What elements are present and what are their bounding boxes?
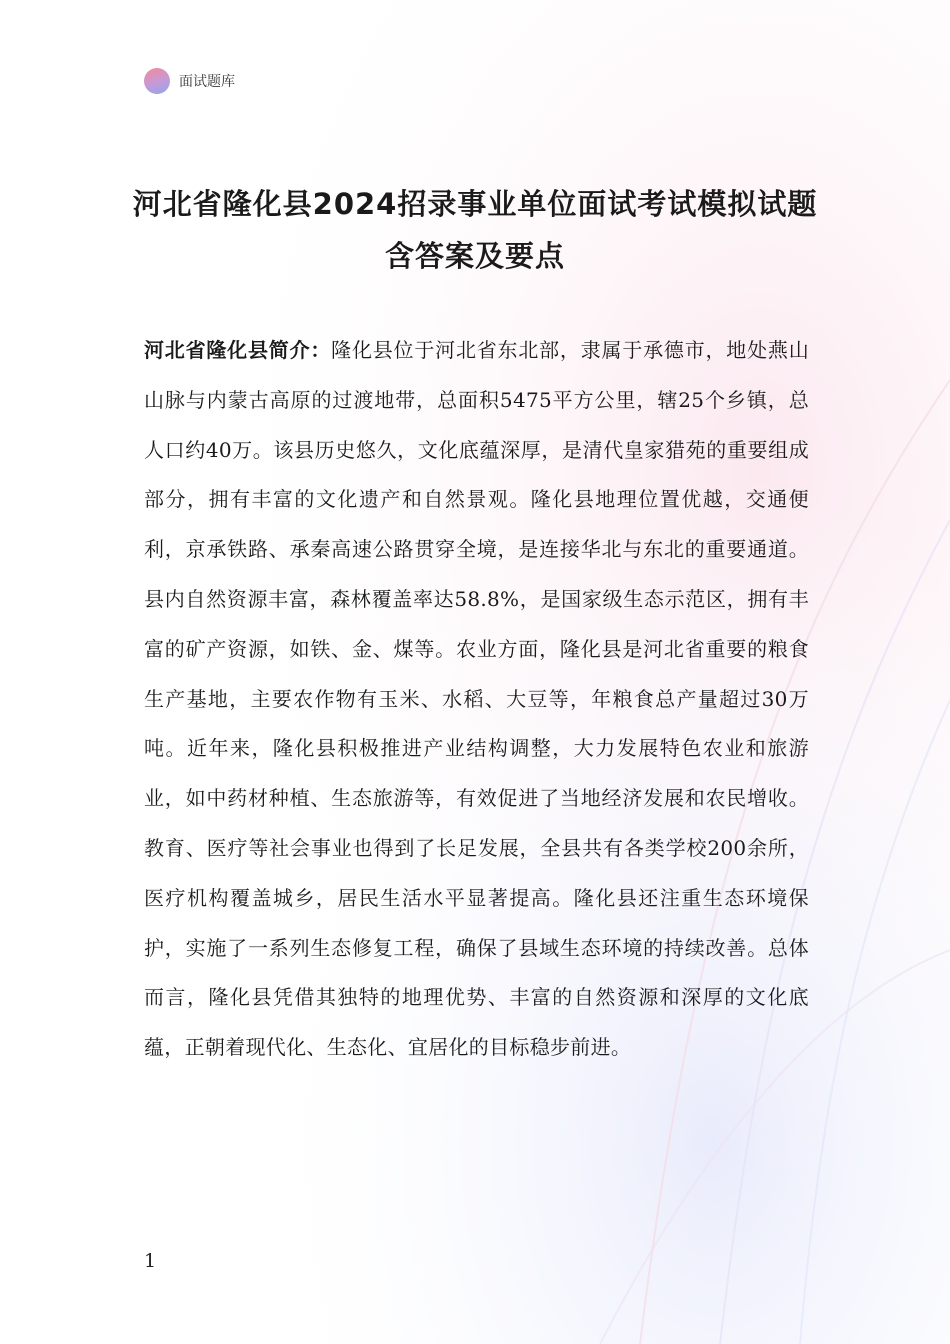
brand-logo-icon [144,68,170,94]
page-header [144,67,235,95]
document-title: 河北省隆化县2024招录事业单位面试考试模拟试题含答案及要点 [132,187,818,273]
brand-name: 面试题库 [179,74,235,90]
page-number: 1 [144,1250,157,1272]
intro-label: 河北省隆化县简介： [144,338,332,362]
intro-paragraph [144,326,809,1073]
intro-text: 隆化县位于河北省东北部，隶属于承德市，地处燕山山脉与内蒙古高原的过渡地带，总面积5475平方公里，辖25个乡镇，总人口约40万。该县历史悠久，文化底蕴深厚，是清代皇家猎苑的重要组成部分，拥有丰富的文化遗产和自然景观。隆化县地理位置优越，交通便利，京承铁路、承秦高速公路贯穿全境，是连接华北与东北的重要通道。县内自然资源丰富，森林覆盖率达58.8%，是国家级生态示范区，拥有丰富的矿产资源，如铁、金、煤等。农业方面，隆化县是河北省重要的粮食生产基地，主要农作物有玉米、水稻、大豆等，年粮食总产量超过30万吨。近年来，隆化县积极推进产业结构调整，大力发展特色农业和旅游业，如中药材种植、生态旅游等，有效促进了当地经济发展和农民增收。教育、医疗等社会事业也得到了长足发展，全县共有各类学校200余所，医疗机构覆盖城乡，居民生活水平显著提高。隆化县还注重生态环境保护，实施了一系列生态修复工程，确保了县域生态环境的持续改善。总体而言，隆化县凭借其独特的地理优势、丰富的自然资源和深厚的文化底蕴，正朝着现代化、生态化、宜居化的目标稳步前进。 [144,338,809,1060]
